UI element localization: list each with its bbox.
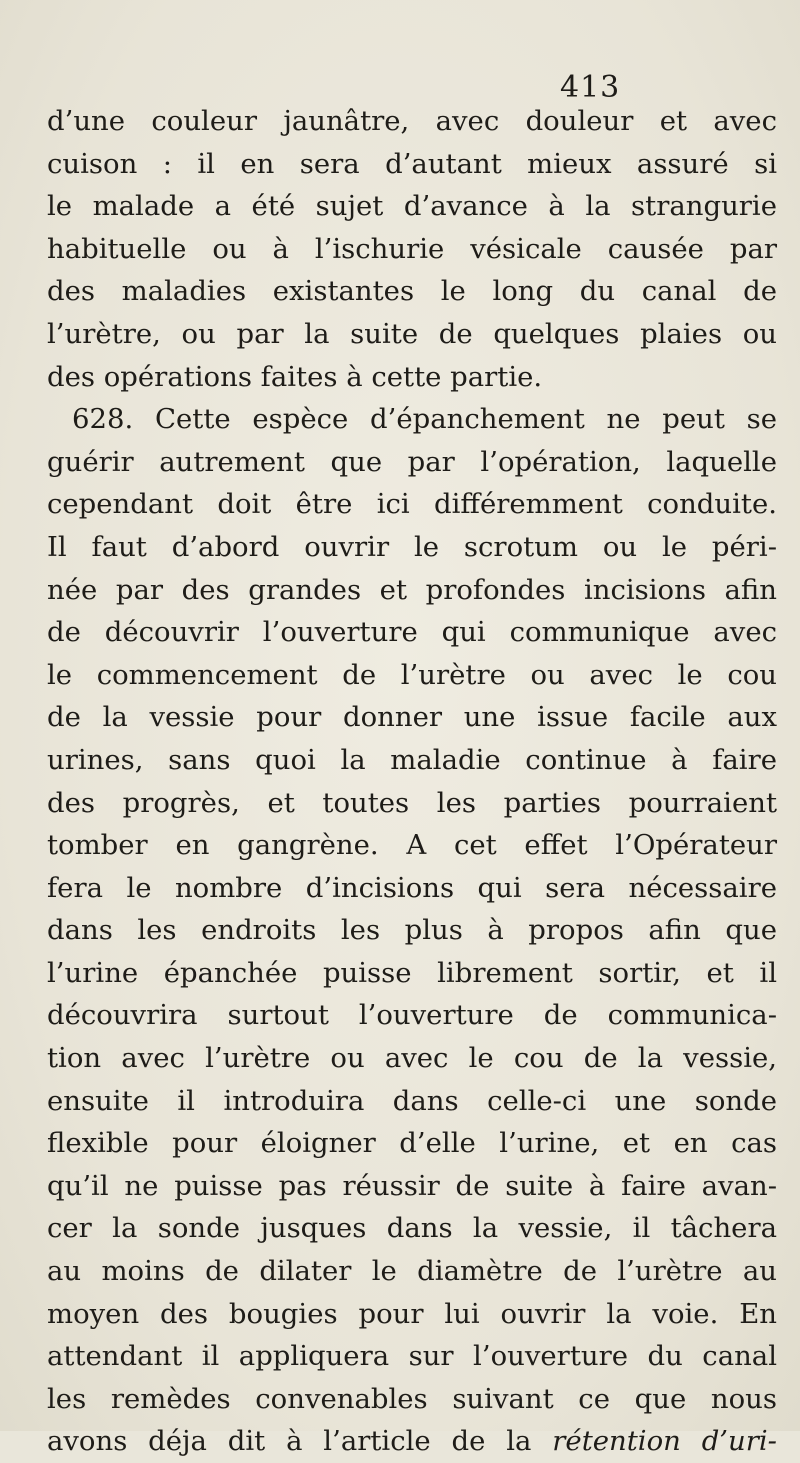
text-line: née par des grandes et profondes incisions afin bbox=[47, 573, 777, 606]
text-line: tomber en gangrène. A cet effet l’Opérateur bbox=[47, 829, 777, 862]
text-line: l’urètre, ou par la suite de quelques plaies ou bbox=[47, 317, 777, 350]
text-line: des maladies existantes le long du canal de bbox=[47, 275, 777, 308]
text-line: cuison : il en sera d’autant mieux assuré si bbox=[47, 147, 777, 180]
text-line: de découvrir l’ouverture qui communique avec bbox=[47, 616, 777, 649]
text-line: tion avec l’urètre ou avec le cou de la vessie, bbox=[47, 1042, 777, 1075]
page-body-text bbox=[47, 100, 777, 1463]
paragraph-start-line: 628. Cette espèce d’épanchement ne peut se bbox=[72, 403, 777, 436]
text-line: cer la sonde jusques dans la vessie, il tâchera bbox=[47, 1212, 777, 1245]
text-line: ensuite il introduira dans celle-ci une sonde bbox=[47, 1084, 777, 1117]
text-line: dans les endroits les plus à propos afin que bbox=[47, 914, 777, 947]
text-line-final bbox=[47, 1420, 777, 1463]
text-line: cependant doit être ici différemment conduite. bbox=[47, 488, 777, 521]
text-line: fera le nombre d’incisions qui sera nécessaire bbox=[47, 871, 777, 904]
text-line: d’une couleur jaunâtre, avec douleur et avec bbox=[47, 105, 777, 137]
text-line: guérir autrement que par l’opération, laquelle bbox=[47, 445, 777, 478]
text-line: habituelle ou à l’ischurie vésicale causée par bbox=[47, 232, 777, 265]
text-line: au moins de dilater le diamètre de l’urètre au bbox=[47, 1255, 777, 1288]
text-line: le commencement de l’urètre ou avec le cou bbox=[47, 658, 777, 691]
text-line: découvrira surtout l’ouverture de communica- bbox=[47, 999, 777, 1032]
text-line: des progrès, et toutes les parties pourraient bbox=[47, 786, 777, 819]
text-line: l’urine épanchée puisse librement sortir, et il bbox=[47, 956, 777, 989]
text-line: des opérations faites à cette partie. bbox=[47, 360, 543, 393]
text-line: qu’il ne puisse pas réussir de suite à faire avan- bbox=[47, 1169, 777, 1202]
text-line: le malade a été sujet d’avance à la strangurie bbox=[47, 190, 777, 223]
final-line-italic-text: rétention d’uri- bbox=[552, 1425, 777, 1458]
page-number: 413 bbox=[560, 70, 621, 105]
text-line: flexible pour éloigner d’elle l’urine, et en cas bbox=[47, 1127, 777, 1160]
text-line: les remèdes convenables suivant ce que nous bbox=[47, 1382, 777, 1415]
text-line: de la vessie pour donner une issue facile aux bbox=[47, 701, 777, 734]
text-line: Il faut d’abord ouvrir le scrotum ou le péri- bbox=[47, 530, 777, 563]
final-line-text: avons déja dit à l’article de la bbox=[47, 1425, 553, 1458]
text-line: attendant il appliquera sur l’ouverture du canal bbox=[47, 1340, 777, 1373]
text-line: urines, sans quoi la maladie continue à faire bbox=[47, 743, 777, 776]
text-line: moyen des bougies pour lui ouvrir la voie. En bbox=[47, 1297, 777, 1330]
